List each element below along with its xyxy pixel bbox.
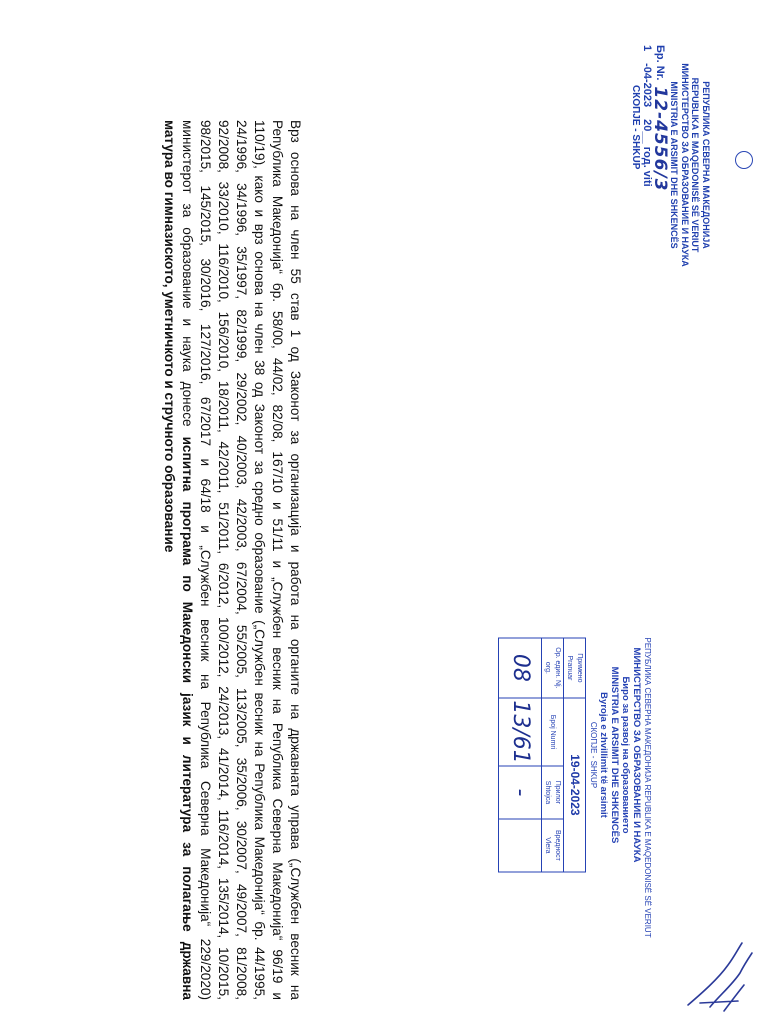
registry-stamp (498, 637, 652, 938)
program-title-cont: матура во гимназиското, уметничкото и стручното образование (162, 120, 177, 553)
received-label: Примено Pranuar (564, 638, 586, 698)
coat-of-arms-icon (735, 151, 753, 169)
stamp-header-line: Byroja e zhvillimit të arsimit (598, 692, 610, 818)
stamp-header-line: Биро за развој на образованието (620, 676, 632, 834)
body-line-text: министерот за образование и наука донесе (180, 120, 195, 437)
stamp-city: СКОПЈЕ - SHKUP (629, 85, 641, 170)
stamp-date (642, 45, 653, 285)
registry-table (498, 638, 586, 873)
stamp-header-line: РЕПУБЛИКА СЕВЕРНА МАКЕДОНИЈА REPUBLIKA E MAQEDONISË SË VERIUT (643, 637, 652, 938)
body-line: 24/1996, 34/1996, 35/1997, 82/1999, 29/2002, 40/2003, 42/2003, 67/2004, 55/2005, 113/2005, 35/2006, 30/2007, 49/2007, 81/2008, (234, 120, 249, 1000)
stamp-line: МИНИСТЕРСТВО ЗА ОБРАЗОВАНИЕ И НАУКА (679, 63, 690, 267)
body-line: 110/19), како и врз основа на член 38 од Законот за средно образование („Службен весник на Република Македонија“ бр. 44/1995, (252, 120, 267, 1000)
program-title: испитна програма по Македонски јазик и литература за полагање државна (180, 436, 195, 1000)
ministry-stamp (629, 45, 711, 285)
body-line: Врз основа на член 55 став 1 од Законот за организација и работа на органите на државната управа („Службен весник на (288, 120, 303, 1000)
col-org-unit: Ор. един. Nj. org. (542, 638, 564, 698)
body-line: 92/2008, 33/2010, 116/2010, 156/2010, 18/2011, 42/2011, 51/2011, 6/2012, 100/2012, 24/2013, 41/2014, 116/2014, 135/2014, 10/2015, (216, 120, 231, 1000)
body-line: 98/2015, 145/2015, 30/2016, 127/2016, 67/2017 и 64/18 и „Службен весник на Република Северна Македонија“ 229/2020) (198, 120, 213, 1000)
handwritten-attachment: - (499, 766, 542, 819)
col-number: Број Numri (542, 698, 564, 766)
body-line: Република Македонија“ бр. 58/00, 44/02, 82/08, 167/10 и 51/11 и „Службен весник на Република Северна Македонија“ 96/19 и (270, 120, 285, 1000)
stamp-header-line: МИНИСТЕРСТВО ЗА ОБРАЗОВАНИЕ И НАУКА (631, 647, 643, 863)
handwritten-number: 13/61 (499, 698, 542, 766)
reg-number-handwritten: 12-4556/3 (649, 86, 670, 192)
stamp-line: MINISTRIA E ARSIMIT DHE SHKENCËS (669, 81, 680, 249)
document-body (160, 120, 304, 1000)
date-rest: -04-2023 (641, 63, 654, 108)
year-suffix: 20__ год. viti (641, 119, 654, 187)
registration-number (649, 45, 670, 285)
stamp-line: РЕПУБЛИКА СЕВЕРНА МАКЕДОНИЈА (700, 81, 711, 249)
reg-label: Бр. Nr. (653, 45, 666, 81)
col-attachment: Прилог Shtojca (542, 766, 564, 819)
handwritten-value (499, 819, 542, 872)
stamp-line: REPUBLIKA E MAQEDONISË SË VERIUT (690, 77, 701, 253)
body-line (178, 120, 196, 1000)
received-date: 19-04-2023 (564, 698, 586, 872)
handwritten-org-unit: 08 (499, 638, 542, 698)
col-value: Вредност Vlera (542, 819, 564, 872)
stamp-header-line: СКОПЈЕ - SHKUP (589, 721, 599, 789)
signature-icon (680, 935, 760, 1015)
stamp-header-line: MINISTRIA E ARSIMIT DHE SHKENCËS (609, 666, 621, 844)
date-prefix: 1 (641, 45, 654, 52)
